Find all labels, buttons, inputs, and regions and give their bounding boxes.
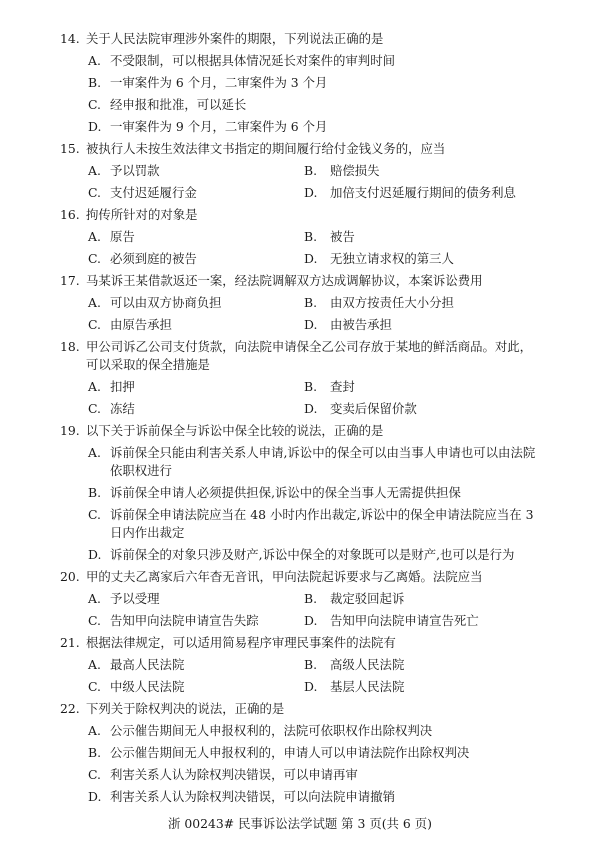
option-b [304,378,594,396]
question-number: 19. [60,423,80,438]
option-text: 最高人民法院 [110,657,185,672]
option-row [0,184,600,202]
option-label: D. [304,679,318,694]
option-a [0,378,304,396]
option-d [304,184,594,202]
option-label: A. [88,163,101,178]
option-label: D. [304,185,318,200]
option-d [304,612,594,630]
option-text: 变卖后保留价款 [330,401,417,416]
question-21 [0,634,600,696]
option-row [0,678,600,696]
option-text: 一审案件为 6 个月，二审案件为 3 个月 [110,75,328,90]
option-b [304,162,594,180]
option-d [0,546,600,564]
option-label: B. [88,485,102,500]
question-number: 18. [60,339,80,354]
option-text: 予以罚款 [110,163,160,178]
option-label: C. [88,507,101,522]
question-number: 21. [60,635,80,650]
question-text: 被执行人未按生效法律文书指定的期间履行给付金钱义务的，应当 [86,141,446,156]
option-text: 中级人民法院 [110,679,185,694]
question-stem [0,568,600,586]
option-label: C. [88,767,101,782]
question-17 [0,272,600,334]
option-row [0,228,600,246]
option-label: D. [88,119,102,134]
option-text: 经申报和批准，可以延长 [110,97,247,112]
option-text: 由双方按责任大小分担 [330,295,454,310]
option-label: A. [88,657,101,672]
question-stem [0,206,600,224]
option-b [0,484,600,502]
option-label: A. [88,723,101,738]
option-label: B. [304,163,318,178]
question-text: 以下关于诉前保全与诉讼中保全比较的说法，正确的是 [86,423,384,438]
option-a [0,590,304,608]
option-label: B. [304,591,318,606]
question-stem [0,338,600,374]
option-text: 由被告承担 [330,317,392,332]
option-text: 必须到庭的被告 [110,251,197,266]
option-row [0,250,600,268]
option-text: 冻结 [110,401,135,416]
option-text: 由原告承担 [110,317,172,332]
option-label: C. [88,251,101,266]
option-c [0,316,304,334]
option-text: 利害关系人认为除权判决错误，可以申请再审 [110,767,358,782]
question-stem [0,634,600,652]
option-label: A. [88,295,101,310]
option-label: D. [304,317,318,332]
option-label: D. [304,613,318,628]
question-stem [0,30,600,48]
option-text: 裁定驳回起诉 [330,591,405,606]
option-label: C. [88,613,101,628]
option-row [0,400,600,418]
option-text: 诉前保全申请人必须提供担保,诉讼中的保全当事人无需提供担保 [110,485,461,500]
option-c [0,766,600,784]
option-label: A. [88,445,101,460]
question-18 [0,338,600,418]
option-d [304,678,594,696]
question-text: 下列关于除权判决的说法，正确的是 [86,701,285,716]
question-stem [0,700,600,718]
option-label: B. [304,295,318,310]
question-number: 17. [60,273,80,288]
option-text: 告知甲向法院申请宣告死亡 [330,613,479,628]
question-text: 甲公司诉乙公司支付货款，向法院申请保全乙公司存放于某地的鲜活商品。对此，可以采取的保全措施是 [86,339,533,372]
option-b [0,744,600,762]
option-a [0,52,600,70]
option-text: 利害关系人认为除权判决错误，可以向法院申请撤销 [110,789,395,804]
option-label: D. [88,547,102,562]
option-text: 公示催告期间无人申报权利的，法院可依职权作出除权判决 [110,723,433,738]
option-c [0,506,600,542]
option-a [0,656,304,674]
question-19 [0,422,600,564]
option-c [0,184,304,202]
option-label: D. [304,401,318,416]
option-c [0,400,304,418]
option-text: 原告 [110,229,135,244]
option-text: 予以受理 [110,591,160,606]
option-text: 查封 [330,379,355,394]
question-text: 根据法律规定，可以适用简易程序审理民事案件的法院有 [86,635,396,650]
option-label: A. [88,591,101,606]
option-label: D. [88,789,102,804]
question-number: 15. [60,141,80,156]
option-a [0,294,304,312]
option-a [0,722,600,740]
option-a [0,162,304,180]
option-label: C. [88,401,101,416]
option-text: 基层人民法院 [330,679,405,694]
option-d [304,250,594,268]
option-text: 被告 [330,229,355,244]
option-c [0,250,304,268]
question-text: 拘传所针对的对象是 [86,207,198,222]
question-stem [0,422,600,440]
option-text: 诉前保全只能由利害关系人申请,诉讼中的保全可以由当事人申请也可以由法院依职权进行 [110,445,536,478]
option-b [304,294,594,312]
option-b [304,590,594,608]
option-d [0,788,600,806]
option-text: 可以由双方协商负担 [110,295,222,310]
question-20 [0,568,600,630]
question-22 [0,700,600,806]
option-label: C. [88,679,101,694]
option-row [0,612,600,630]
question-16 [0,206,600,268]
option-label: B. [88,75,102,90]
option-label: B. [304,379,318,394]
option-row [0,162,600,180]
question-number: 16. [60,207,80,222]
option-text: 支付迟延履行金 [110,185,197,200]
option-text: 高级人民法院 [330,657,405,672]
option-text: 诉前保全申请法院应当在 48 小时内作出裁定,诉讼中的保全申请法院应当在 3 日内作出裁定 [110,507,534,540]
option-label: B. [88,745,102,760]
option-b [0,74,600,92]
option-a [0,444,600,480]
option-text: 公示催告期间无人申报权利的，申请人可以申请法院作出除权判决 [110,745,470,760]
question-list [0,30,600,810]
option-label: D. [304,251,318,266]
option-label: A. [88,229,101,244]
option-row [0,656,600,674]
option-row [0,378,600,396]
option-label: A. [88,53,101,68]
question-15 [0,140,600,202]
option-text: 扣押 [110,379,135,394]
option-text: 加倍支付迟延履行期间的债务利息 [330,185,516,200]
option-label: A. [88,379,101,394]
option-c [0,96,600,114]
question-number: 20. [60,569,80,584]
option-row [0,590,600,608]
option-d [0,118,600,136]
question-text: 马某诉王某借款返还一案，经法院调解双方达成调解协议，本案诉讼费用 [86,273,483,288]
option-text: 诉前保全的对象只涉及财产,诉讼中保全的对象既可以是财产,也可以是行为 [110,547,515,562]
option-d [304,400,594,418]
option-text: 不受限制，可以根据具体情况延长对案件的审判时间 [110,53,395,68]
option-d [304,316,594,334]
page-footer: 浙 00243# 民事诉讼法学试题 第 3 页(共 6 页) [168,816,432,831]
question-text: 甲的丈夫乙离家后六年杳无音讯，甲向法院起诉要求与乙离婚。法院应当 [86,569,483,584]
option-row [0,316,600,334]
option-row [0,294,600,312]
option-label: B. [304,229,318,244]
question-number: 14. [60,31,80,46]
option-c [0,678,304,696]
question-stem [0,140,600,158]
option-label: C. [88,185,101,200]
option-text: 一审案件为 9 个月，二审案件为 6 个月 [110,119,328,134]
option-b [304,656,594,674]
option-text: 无独立请求权的第三人 [330,251,454,266]
option-label: B. [304,657,318,672]
option-c [0,612,304,630]
option-a [0,228,304,246]
option-text: 赔偿损失 [330,163,380,178]
question-text: 关于人民法院审理涉外案件的期限，下列说法正确的是 [86,31,384,46]
question-14 [0,30,600,136]
option-label: C. [88,317,101,332]
question-number: 22. [60,701,80,716]
option-text: 告知甲向法院申请宣告失踪 [110,613,259,628]
option-label: C. [88,97,101,112]
question-stem [0,272,600,290]
option-b [304,228,594,246]
